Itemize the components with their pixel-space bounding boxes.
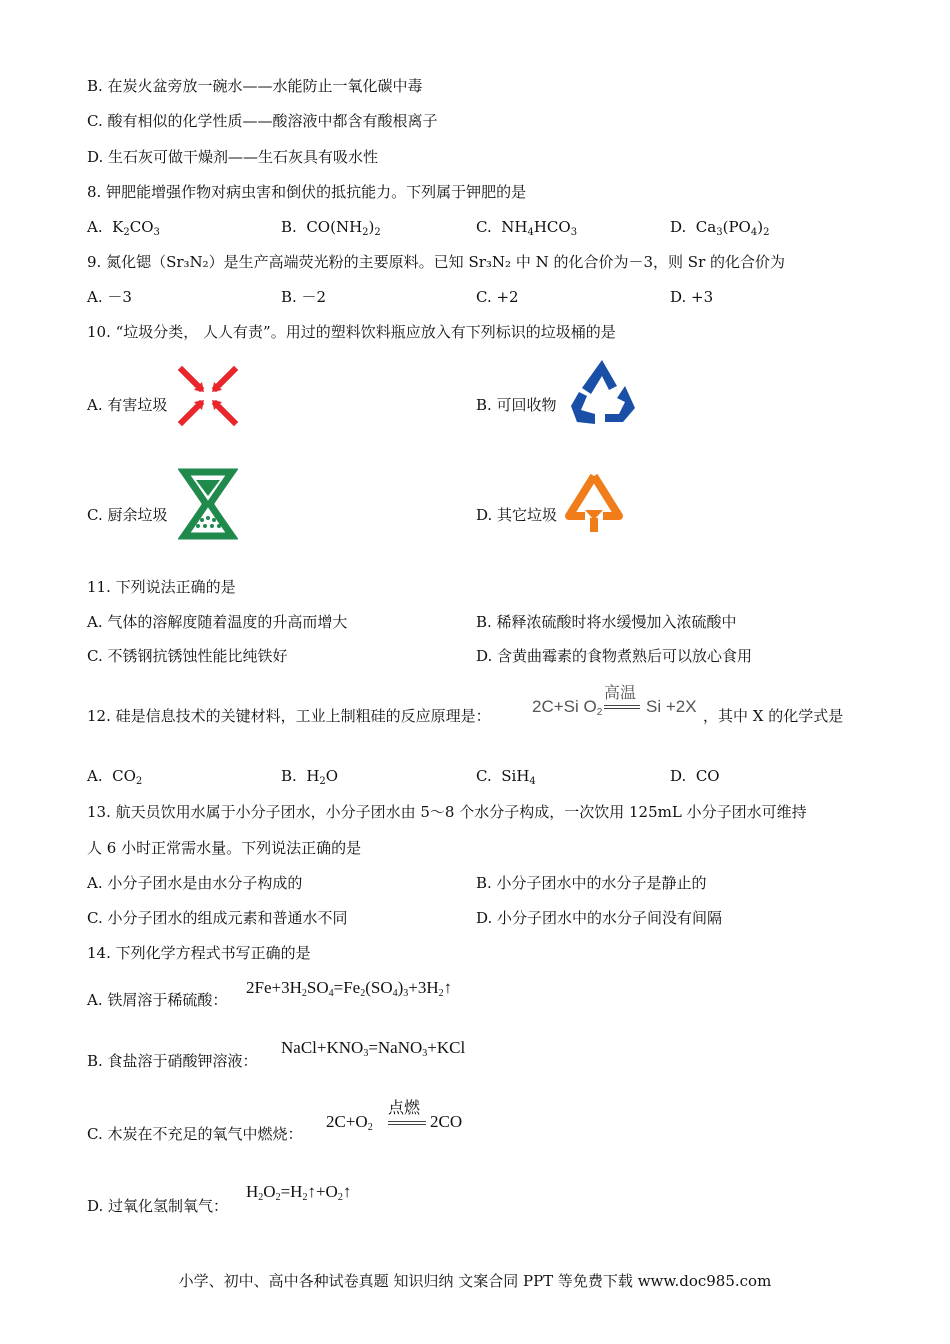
q8-option-a: A. $K_2CO_3$ xyxy=(87,218,160,238)
q12-option-d: D. CO xyxy=(670,767,720,785)
q11-option-b: B. 稀释浓硫酸时将水缓慢加入浓硫酸中 xyxy=(476,613,737,631)
q10-option-d: D. 其它垃圾 xyxy=(476,506,558,524)
q14-option-d: D. 过氧化氢制氧气： xyxy=(87,1197,229,1215)
q14-option-c: C. 木炭在不充足的氧气中燃烧： xyxy=(87,1125,303,1143)
q8-option-d: D. $Ca_3(PO_4)_2$ xyxy=(670,218,770,238)
q12-equals xyxy=(604,705,640,709)
q12-stem-tail: ，其中 X 的化学式是 xyxy=(703,707,844,725)
q13-option-b: B. 小分子团水中的水分子是静止的 xyxy=(476,874,707,892)
q7-option-d: D. 生石灰可做干燥剂——生石灰具有吸水性 xyxy=(87,148,379,166)
q12-option-c: C. SiH$_4$ xyxy=(476,767,536,787)
q10-option-a: A. 有害垃圾 xyxy=(87,396,168,414)
q8-option-b: B. $CO(NH_2)_2$ xyxy=(281,218,381,238)
q10-stem: 10. “垃圾分类， 人人有责”。用过的塑料饮料瓶应放入有下列标识的垃圾桶的是 xyxy=(87,323,616,341)
q14-c-products: 2CO xyxy=(430,1112,463,1131)
q11-stem: 11. 下列说法正确的是 xyxy=(87,578,236,596)
q9-option-a: A. －3 xyxy=(87,288,132,306)
q14-c-condition: 点燃 xyxy=(388,1098,421,1117)
q7-option-c: C. 酸有相似的化学性质——酸溶液中都含有酸根离子 xyxy=(87,112,438,130)
q12-condition: 高温 xyxy=(604,685,637,702)
q12-products: Si +2X xyxy=(646,697,697,716)
q8-option-c: C. $NH_4HCO_3$ xyxy=(476,218,578,238)
q10-option-c: C. 厨余垃圾 xyxy=(87,506,168,524)
q14-d-equation: $H_2O_2=H_2↑+O_2↑$ xyxy=(246,1182,352,1203)
hazardous-waste-icon xyxy=(176,364,240,428)
page-footer: 小学、初中、高中各种试卷真题 知识归纳 文案合同 PPT 等免费下载 www.doc985.com xyxy=(178,1272,772,1290)
q9-option-d: D. +3 xyxy=(670,288,714,306)
q9-option-b: B. －2 xyxy=(281,288,327,306)
q14-c-reactants: $2C+O_2$ xyxy=(326,1112,373,1133)
q8-stem: 8. 钾肥能增强作物对病虫害和倒伏的抵抗能力。下列属于钾肥的是 xyxy=(87,183,527,201)
q14-b-equation: $NaCl+KNO_3=NaNO_3+KCl$ xyxy=(281,1038,466,1059)
q7-option-b: B. 在炭火盆旁放一碗水——水能防止一氧化碳中毒 xyxy=(87,77,423,95)
q11-option-a: A. 气体的溶解度随着温度的升高而增大 xyxy=(87,613,348,631)
q12-stem: 12. 硅是信息技术的关键材料，工业上制粗硅的反应原理是： xyxy=(87,707,491,725)
q14-a-equation: $2Fe+3H_2SO_4=Fe_2(SO_4)_3+3H_2↑$ xyxy=(246,978,453,999)
q13-option-a: A. 小分子团水是由水分子构成的 xyxy=(87,874,303,892)
q11-option-d: D. 含黄曲霉素的食物煮熟后可以放心食用 xyxy=(476,647,753,665)
q14-stem: 14. 下列化学方程式书写正确的是 xyxy=(87,944,311,962)
q9-stem: 9. 氮化锶（Sr₃N₂）是生产高端荧光粉的主要原料。已知 Sr₃N₂ 中 N 的化合价为－3，则 Sr 的化合价为 xyxy=(87,253,786,271)
q13-stem-line1: 13. 航天员饮用水属于小分子团水，小分子团水由 5～8 个水分子构成，一次饮用 125mL 小分子团水可维持 xyxy=(87,803,807,821)
q14-option-b: B. 食盐溶于硝酸钾溶液： xyxy=(87,1052,258,1070)
q12-option-b: B. $H_2O$ xyxy=(281,767,339,787)
kitchen-waste-icon xyxy=(178,466,238,542)
q14-option-a: A. 铁屑溶于稀硫酸： xyxy=(87,991,228,1009)
q11-option-c: C. 不锈钢抗锈蚀性能比纯铁好 xyxy=(87,647,288,665)
q12-reactants: 2C+Si $O_2$ xyxy=(532,697,603,718)
q9-option-c: C. +2 xyxy=(476,288,519,306)
q13-stem-line2: 人 6 小时正常需水量。下列说法正确的是 xyxy=(87,839,362,857)
other-waste-icon xyxy=(563,470,625,536)
recycling-icon xyxy=(565,356,639,428)
q13-option-c: C. 小分子团水的组成元素和普通水不同 xyxy=(87,909,348,927)
q14-c-equals xyxy=(388,1121,426,1125)
q13-option-d: D. 小分子团水中的水分子间没有间隔 xyxy=(476,909,723,927)
q12-option-a: A. $CO_2$ xyxy=(87,767,143,787)
q10-option-b: B. 可回收物 xyxy=(476,396,557,414)
